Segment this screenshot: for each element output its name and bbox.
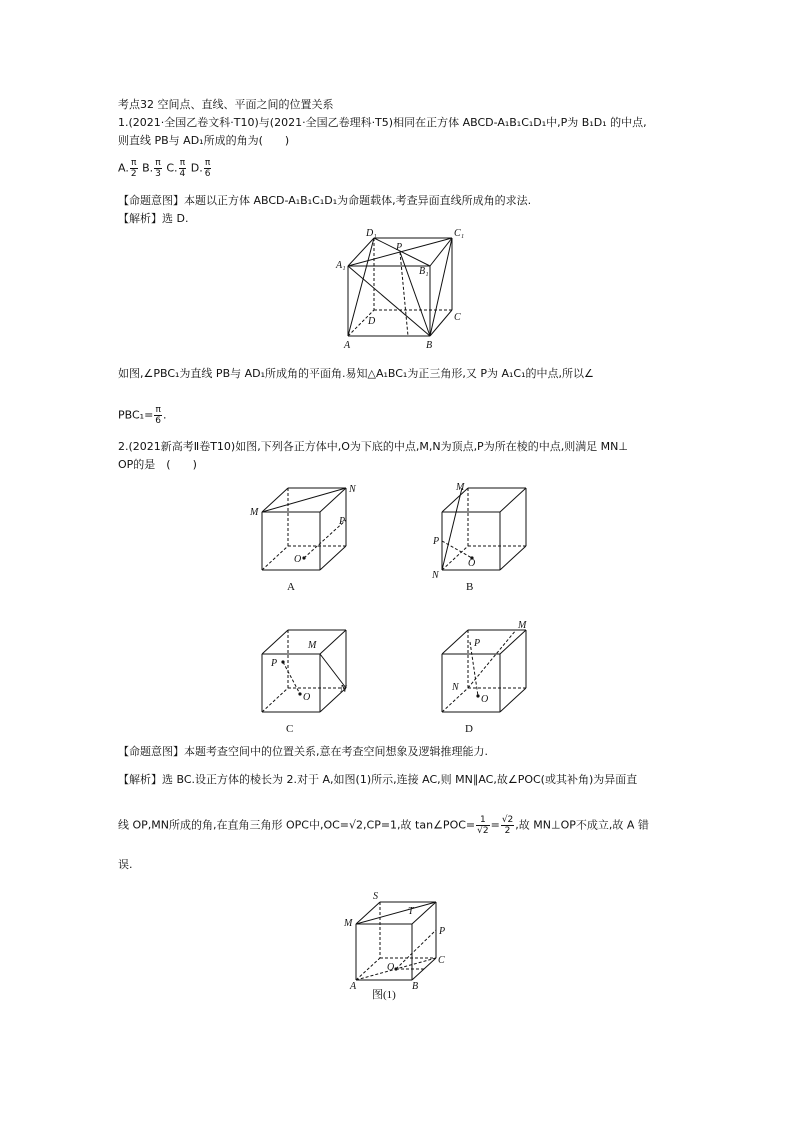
fig1-caption: 图(1) [372, 989, 396, 1001]
label-c: C [454, 312, 461, 323]
q1-option-a-frac [130, 158, 138, 179]
label-b1: B₁ [419, 266, 429, 277]
frac-num: π [179, 158, 186, 168]
cube-d-label-p: P [474, 638, 481, 649]
frac-den: 4 [179, 169, 186, 179]
q2-figure-1 [340, 890, 460, 1005]
label-a1: A₁ [336, 260, 346, 271]
cube-a-label-o: O [294, 554, 302, 565]
analysis2-suffix: ,故 MN⊥OP不成立,故 A 错 [515, 818, 649, 832]
frac-num: π [155, 405, 161, 415]
q2-cube-c [250, 624, 360, 736]
q1-option-b-frac [154, 158, 162, 179]
fig1-label-a: A [350, 981, 357, 992]
q1-option-c-label: C. [166, 161, 178, 175]
q2-analysis-line1: 【解析】选 BC.设正方体的棱长为 2.对于 A,如图(1)所示,连接 AC,则 MN∥AC,故∠POC(或其补角)为异面直 [118, 773, 638, 786]
label-d1: D₁ [366, 228, 377, 239]
q1-option-d-label: D. [190, 161, 203, 175]
q1-intent: 【命题意图】本题以正方体 ABCD-A₁B₁C₁D₁为命题载体,考查异面直线所成角的求法. [118, 194, 532, 207]
frac-den: 6 [155, 416, 162, 426]
fig1-label-m: M [344, 918, 353, 929]
q1-analysis-head: 【解析】选 D. [118, 212, 189, 225]
label-b: B [426, 340, 433, 351]
section-title: 考点32 空间点、直线、平面之间的位置关系 [118, 98, 334, 111]
frac-num: √2 [501, 815, 514, 825]
cube-c-label-m: M [308, 640, 317, 651]
explain2-prefix: PBC₁= [118, 408, 154, 422]
frac-den: 6 [204, 169, 211, 179]
analysis2-eq: = [490, 818, 500, 832]
fig1-label-s: S [373, 891, 378, 902]
cube-a-label-n: N [349, 484, 356, 495]
cube-c-label-n: N [340, 684, 347, 695]
cube-d-label-o: O [481, 694, 489, 705]
frac-den: √2 [477, 826, 489, 836]
analysis2-frac2 [501, 815, 514, 836]
cube-d-label-n: N [452, 682, 459, 693]
q1-option-d-frac [204, 158, 212, 179]
q1-stem-line2: 则直线 PB与 AD₁所成的角为( ) [118, 134, 290, 147]
fig1-label-b: B [412, 981, 419, 992]
frac-den: 2 [504, 826, 511, 836]
frac-num: π [204, 158, 211, 168]
cube-c-caption: C [286, 723, 294, 735]
q2-cube-a [250, 482, 360, 594]
cube-d-caption: D [465, 723, 473, 735]
frac-num: π [155, 158, 161, 168]
cube-a-label-m: M [250, 507, 259, 518]
analysis2-prefix: 线 OP,MN所成的角,在直角三角形 OPC中,OC=√2,CP=1,故 tan∠POC= [118, 818, 476, 832]
fig1-label-t: T [408, 906, 414, 917]
q1-explain-line2 [118, 405, 167, 426]
frac-den: 2 [130, 169, 137, 179]
cube-c-label-p: P [271, 658, 278, 669]
cube-a-caption: A [287, 581, 295, 593]
analysis2-frac1 [476, 815, 489, 836]
cube-d-label-m: M [518, 620, 527, 631]
cube-b-label-p: P [433, 536, 440, 547]
cube-b-label-o: O [468, 558, 476, 569]
q2-stem-line1: 2.(2021新高考Ⅱ卷T10)如图,下列各正方体中,O为下底的中点,M,N为顶点,P为所在棱的中点,则满足 MN⊥ [118, 440, 628, 453]
fig1-label-c: C [438, 955, 445, 966]
frac-den: 3 [155, 169, 161, 179]
cube-c-label-o: O [303, 692, 311, 703]
q1-options [118, 158, 212, 179]
explain2-suffix: . [163, 408, 167, 422]
label-d: D [368, 316, 376, 327]
q2-analysis-line3: 误. [118, 858, 133, 871]
q1-stem-line1: 1.(2021·全国乙卷文科·T10)与(2021·全国乙卷理科·T5)相同在正方体 ABCD-A₁B₁C₁D₁中,P为 B₁D₁ 的中点, [118, 116, 647, 129]
q2-intent: 【命题意图】本题考查空间中的位置关系,意在考查空间想象及逻辑推理能力. [118, 745, 488, 758]
label-p: P [396, 242, 403, 253]
q1-cube-figure [336, 228, 466, 353]
fig1-label-p: P [439, 926, 446, 937]
cube-b-label-m: M [456, 482, 465, 493]
explain2-frac [154, 405, 162, 426]
frac-num: 1 [476, 815, 489, 826]
cube-b-label-n: N [432, 570, 439, 581]
q2-cube-d [430, 620, 540, 736]
cube-a-label-p: P [339, 516, 346, 527]
label-c1: C₁ [454, 228, 465, 239]
q1-option-c-frac [179, 158, 187, 179]
fig1-label-o: O [387, 962, 395, 973]
cube-b-caption: B [466, 581, 474, 593]
q2-analysis-line2 [118, 815, 649, 836]
q1-option-a-label: A. [118, 161, 129, 175]
q2-cube-b [430, 482, 540, 594]
q1-option-b-label: B. [142, 161, 154, 175]
q1-explain-line1: 如图,∠PBC₁为直线 PB与 AD₁所成角的平面角.易知△A₁BC₁为正三角形,又 P为 A₁C₁的中点,所以∠ [118, 367, 594, 380]
label-a: A [344, 340, 351, 351]
q2-stem-line2: OP的是 ( ) [118, 458, 197, 471]
frac-num: π [130, 158, 137, 168]
